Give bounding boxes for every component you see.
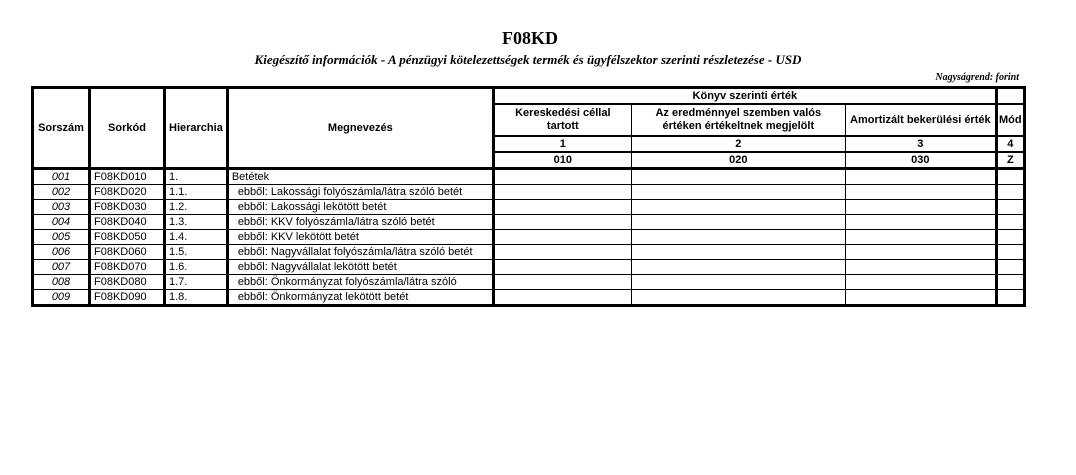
header-num-2: 2 xyxy=(631,136,845,152)
row-sorszam: 004 xyxy=(33,215,90,230)
report-subtitle: Kiegészítő információk - A pénzügyi kötelezettségek termék és ügyfélszektor szerinti részletezése - USD xyxy=(254,52,802,67)
header-col-3: Amortizált bekerülési érték xyxy=(845,104,996,136)
cell-col-1[interactable] xyxy=(493,185,631,200)
row-sorszam: 008 xyxy=(33,275,90,290)
row-megnevezes: ebből: Önkormányzat folyószámla/látra szóló xyxy=(227,275,493,290)
header-num-1: 1 xyxy=(493,136,631,152)
table-row xyxy=(33,185,1025,200)
row-sorkod: F08KD090 xyxy=(90,290,165,306)
header-code-2: 020 xyxy=(631,152,845,169)
cell-col-3[interactable] xyxy=(845,245,996,260)
table-row xyxy=(33,275,1025,290)
row-megnevezes: ebből: Nagyvállalat folyószámla/látra szóló betét xyxy=(227,245,493,260)
cell-col-4[interactable] xyxy=(996,260,1024,275)
header-group-blank xyxy=(996,88,1024,105)
cell-col-1[interactable] xyxy=(493,230,631,245)
row-megnevezes: Betétek xyxy=(227,169,493,185)
cell-col-2[interactable] xyxy=(631,215,845,230)
row-sorkod: F08KD070 xyxy=(90,260,165,275)
row-hierarchia: 1.6. xyxy=(165,260,228,275)
cell-col-4[interactable] xyxy=(996,185,1024,200)
cell-col-1[interactable] xyxy=(493,200,631,215)
table-body xyxy=(33,169,1025,306)
cell-col-2[interactable] xyxy=(631,290,845,306)
unit-label: Nagyságrend: forint xyxy=(935,72,1019,83)
row-hierarchia: 1.3. xyxy=(165,215,228,230)
cell-col-1[interactable] xyxy=(493,215,631,230)
table-row xyxy=(33,215,1025,230)
cell-col-2[interactable] xyxy=(631,200,845,215)
row-sorkod: F08KD080 xyxy=(90,275,165,290)
header-num-4: 4 xyxy=(996,136,1024,152)
cell-col-2[interactable] xyxy=(631,169,845,185)
cell-col-1[interactable] xyxy=(493,290,631,306)
header-col-4: Mód xyxy=(996,104,1024,136)
cell-col-4[interactable] xyxy=(996,169,1024,185)
cell-col-2[interactable] xyxy=(631,185,845,200)
row-hierarchia: 1.7. xyxy=(165,275,228,290)
row-hierarchia: 1.2. xyxy=(165,200,228,215)
cell-col-3[interactable] xyxy=(845,230,996,245)
row-sorszam: 001 xyxy=(33,169,90,185)
row-sorkod: F08KD050 xyxy=(90,230,165,245)
cell-col-4[interactable] xyxy=(996,275,1024,290)
row-sorkod: F08KD030 xyxy=(90,200,165,215)
header-col-1: Kereskedési céllal tartott xyxy=(493,104,631,136)
row-megnevezes: ebből: Lakossági lekötött betét xyxy=(227,200,493,215)
row-sorszam: 009 xyxy=(33,290,90,306)
cell-col-3[interactable] xyxy=(845,200,996,215)
cell-col-2[interactable] xyxy=(631,275,845,290)
cell-col-2[interactable] xyxy=(631,230,845,245)
header-num-3: 3 xyxy=(845,136,996,152)
cell-col-1[interactable] xyxy=(493,169,631,185)
data-table xyxy=(31,86,1026,307)
cell-col-2[interactable] xyxy=(631,245,845,260)
row-sorkod: F08KD010 xyxy=(90,169,165,185)
row-hierarchia: 1.5. xyxy=(165,245,228,260)
row-sorszam: 005 xyxy=(33,230,90,245)
cell-col-1[interactable] xyxy=(493,275,631,290)
cell-col-4[interactable] xyxy=(996,230,1024,245)
row-sorszam: 003 xyxy=(33,200,90,215)
cell-col-4[interactable] xyxy=(996,290,1024,306)
cell-col-3[interactable] xyxy=(845,169,996,185)
row-sorszam: 002 xyxy=(33,185,90,200)
row-sorkod: F08KD040 xyxy=(90,215,165,230)
table-row xyxy=(33,290,1025,306)
cell-col-4[interactable] xyxy=(996,245,1024,260)
row-megnevezes: ebből: KKV lekötött betét xyxy=(227,230,493,245)
cell-col-1[interactable] xyxy=(493,245,631,260)
header-sorszam: Sorszám xyxy=(33,88,90,169)
header-code-3: 030 xyxy=(845,152,996,169)
cell-col-4[interactable] xyxy=(996,215,1024,230)
table-row xyxy=(33,230,1025,245)
row-sorkod: F08KD060 xyxy=(90,245,165,260)
table-row xyxy=(33,169,1025,185)
row-hierarchia: 1. xyxy=(165,169,228,185)
row-sorkod: F08KD020 xyxy=(90,185,165,200)
header-sorkod: Sorkód xyxy=(90,88,165,169)
cell-col-3[interactable] xyxy=(845,290,996,306)
cell-col-3[interactable] xyxy=(845,275,996,290)
table-row xyxy=(33,200,1025,215)
cell-col-3[interactable] xyxy=(845,215,996,230)
row-megnevezes: ebből: KKV folyószámla/látra szóló betét xyxy=(227,215,493,230)
cell-col-3[interactable] xyxy=(845,185,996,200)
row-hierarchia: 1.8. xyxy=(165,290,228,306)
table-row xyxy=(33,245,1025,260)
header-group-konyv: Könyv szerinti érték xyxy=(493,88,996,105)
table-row xyxy=(33,260,1025,275)
row-megnevezes: ebből: Lakossági folyószámla/látra szóló betét xyxy=(227,185,493,200)
cell-col-1[interactable] xyxy=(493,260,631,275)
row-hierarchia: 1.1. xyxy=(165,185,228,200)
row-sorszam: 006 xyxy=(33,245,90,260)
row-hierarchia: 1.4. xyxy=(165,230,228,245)
row-megnevezes: ebből: Nagyvállalat lekötött betét xyxy=(227,260,493,275)
cell-col-2[interactable] xyxy=(631,260,845,275)
report-title: F08KD xyxy=(502,28,558,48)
cell-col-3[interactable] xyxy=(845,260,996,275)
header-hierarchia: Hierarchia xyxy=(165,88,228,169)
header-megnevezes: Megnevezés xyxy=(227,88,493,169)
row-sorszam: 007 xyxy=(33,260,90,275)
cell-col-4[interactable] xyxy=(996,200,1024,215)
header-col-2: Az eredménnyel szemben valós értéken értékeltnek megjelölt xyxy=(631,104,845,136)
header-code-1: 010 xyxy=(493,152,631,169)
header-code-4: Z xyxy=(996,152,1024,169)
row-megnevezes: ebből: Önkormányzat lekötött betét xyxy=(227,290,493,306)
